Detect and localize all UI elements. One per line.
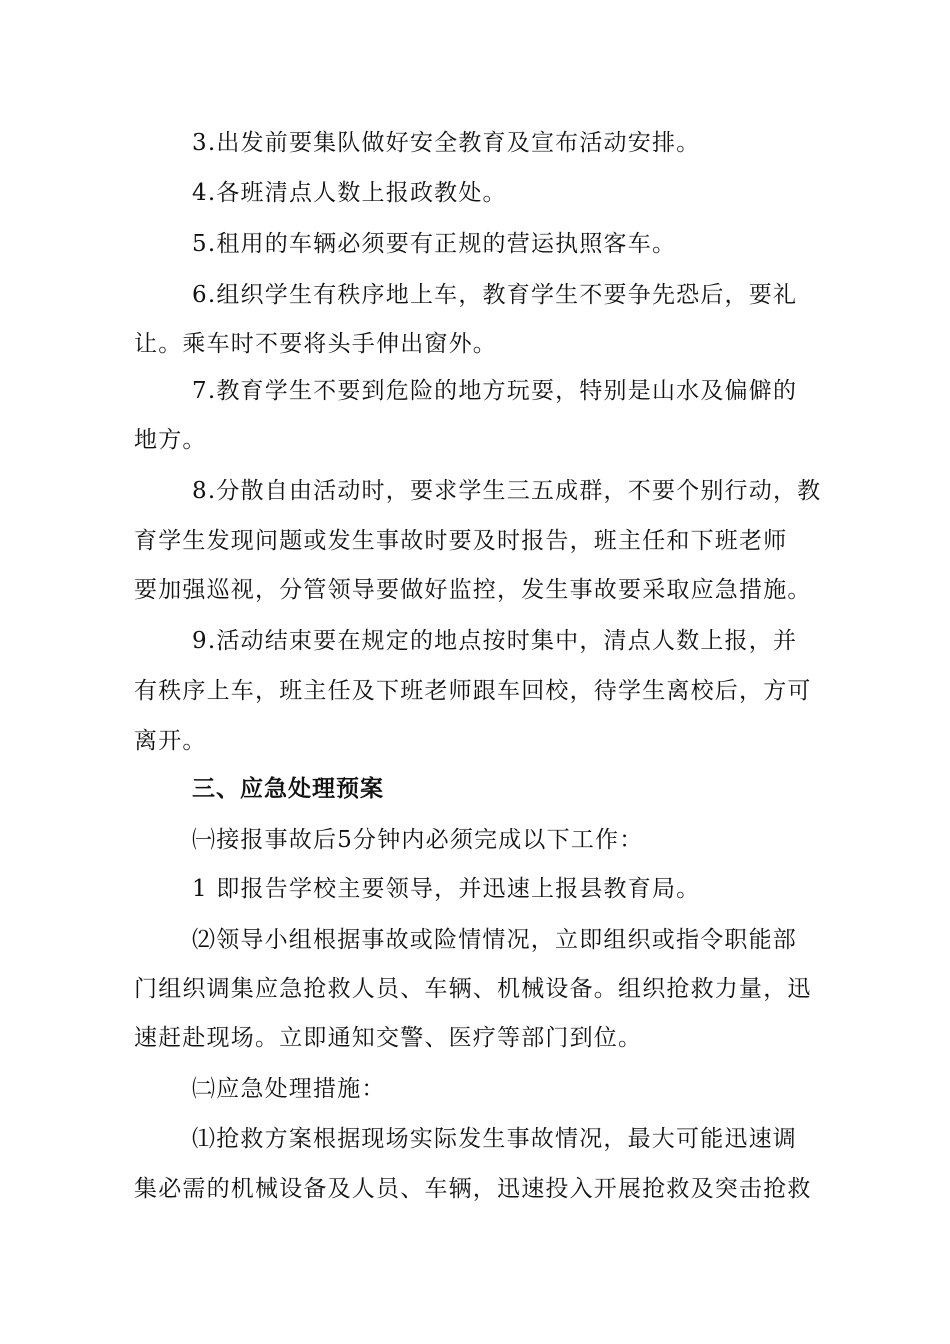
paragraph-line-item-6-cont: 让。乘车时不要将头手伸出窗外。 (134, 331, 497, 357)
paragraph-line-item-3: 3.出发前要集队做好安全教育及宣布活动安排。 (192, 130, 701, 156)
paragraph-line-leadership-cont-2: 速赶赴现场。立即通知交警、医疗等部门到位。 (134, 1025, 643, 1051)
paragraph-line-item-8: 8.分散自由活动时，要求学生三五成群，不要个别行动，教 (192, 478, 822, 504)
subsection-line-1: ㈠接报事故后5分钟内必须完成以下工作： (192, 827, 644, 853)
paragraph-line-leadership-cont-1: 门组织调集应急抢救人员、车辆、机械设备。组织抢救力量，迅 (134, 976, 812, 1002)
paragraph-line-item-7: 7.教育学生不要到危险的地方玩耍，特别是山水及偏僻的 (192, 378, 798, 404)
paragraph-line-item-8-cont-2: 要加强巡视，分管领导要做好监控，发生事故要采取应急措施。 (134, 577, 812, 603)
paragraph-line-item-9-cont-2: 离开。 (134, 728, 207, 754)
paragraph-line-item-9-cont-1: 有秩序上车，班主任及下班老师跟车回校，待学生离校后，方可 (134, 678, 812, 704)
paragraph-line-item-9: 9.活动结束要在规定的地点按时集中，清点人数上报，并 (192, 628, 798, 654)
paragraph-line-item-6: 6.组织学生有秩序地上车，教育学生不要争先恐后，要礼 (192, 282, 798, 308)
paragraph-line-rescue: ⑴抢救方案根据现场实际发生事故情况，最大可能迅速调 (192, 1126, 797, 1152)
paragraph-line-item-8-cont-1: 育学生发现问题或发生事故时要及时报告，班主任和下班老师 (134, 528, 788, 554)
subsection-line-2: ㈡应急处理措施： (192, 1076, 386, 1102)
paragraph-line-rescue-cont: 集必需的机械设备及人员、车辆，迅速投入开展抢救及突击抢救 (134, 1176, 812, 1202)
paragraph-line-leadership: ⑵领导小组根据事故或险情情况，立即组织或指令职能部 (192, 927, 797, 953)
paragraph-line-item-5: 5.租用的车辆必须要有正规的营运执照客车。 (192, 231, 677, 257)
paragraph-line-report: 1 即报告学校主要领导，并迅速上报县教育局。 (192, 876, 701, 902)
paragraph-line-item-7-cont: 地方。 (134, 427, 207, 453)
section-heading: 三、应急处理预案 (192, 775, 384, 802)
paragraph-line-item-4: 4.各班清点人数上报政教处。 (192, 180, 507, 206)
